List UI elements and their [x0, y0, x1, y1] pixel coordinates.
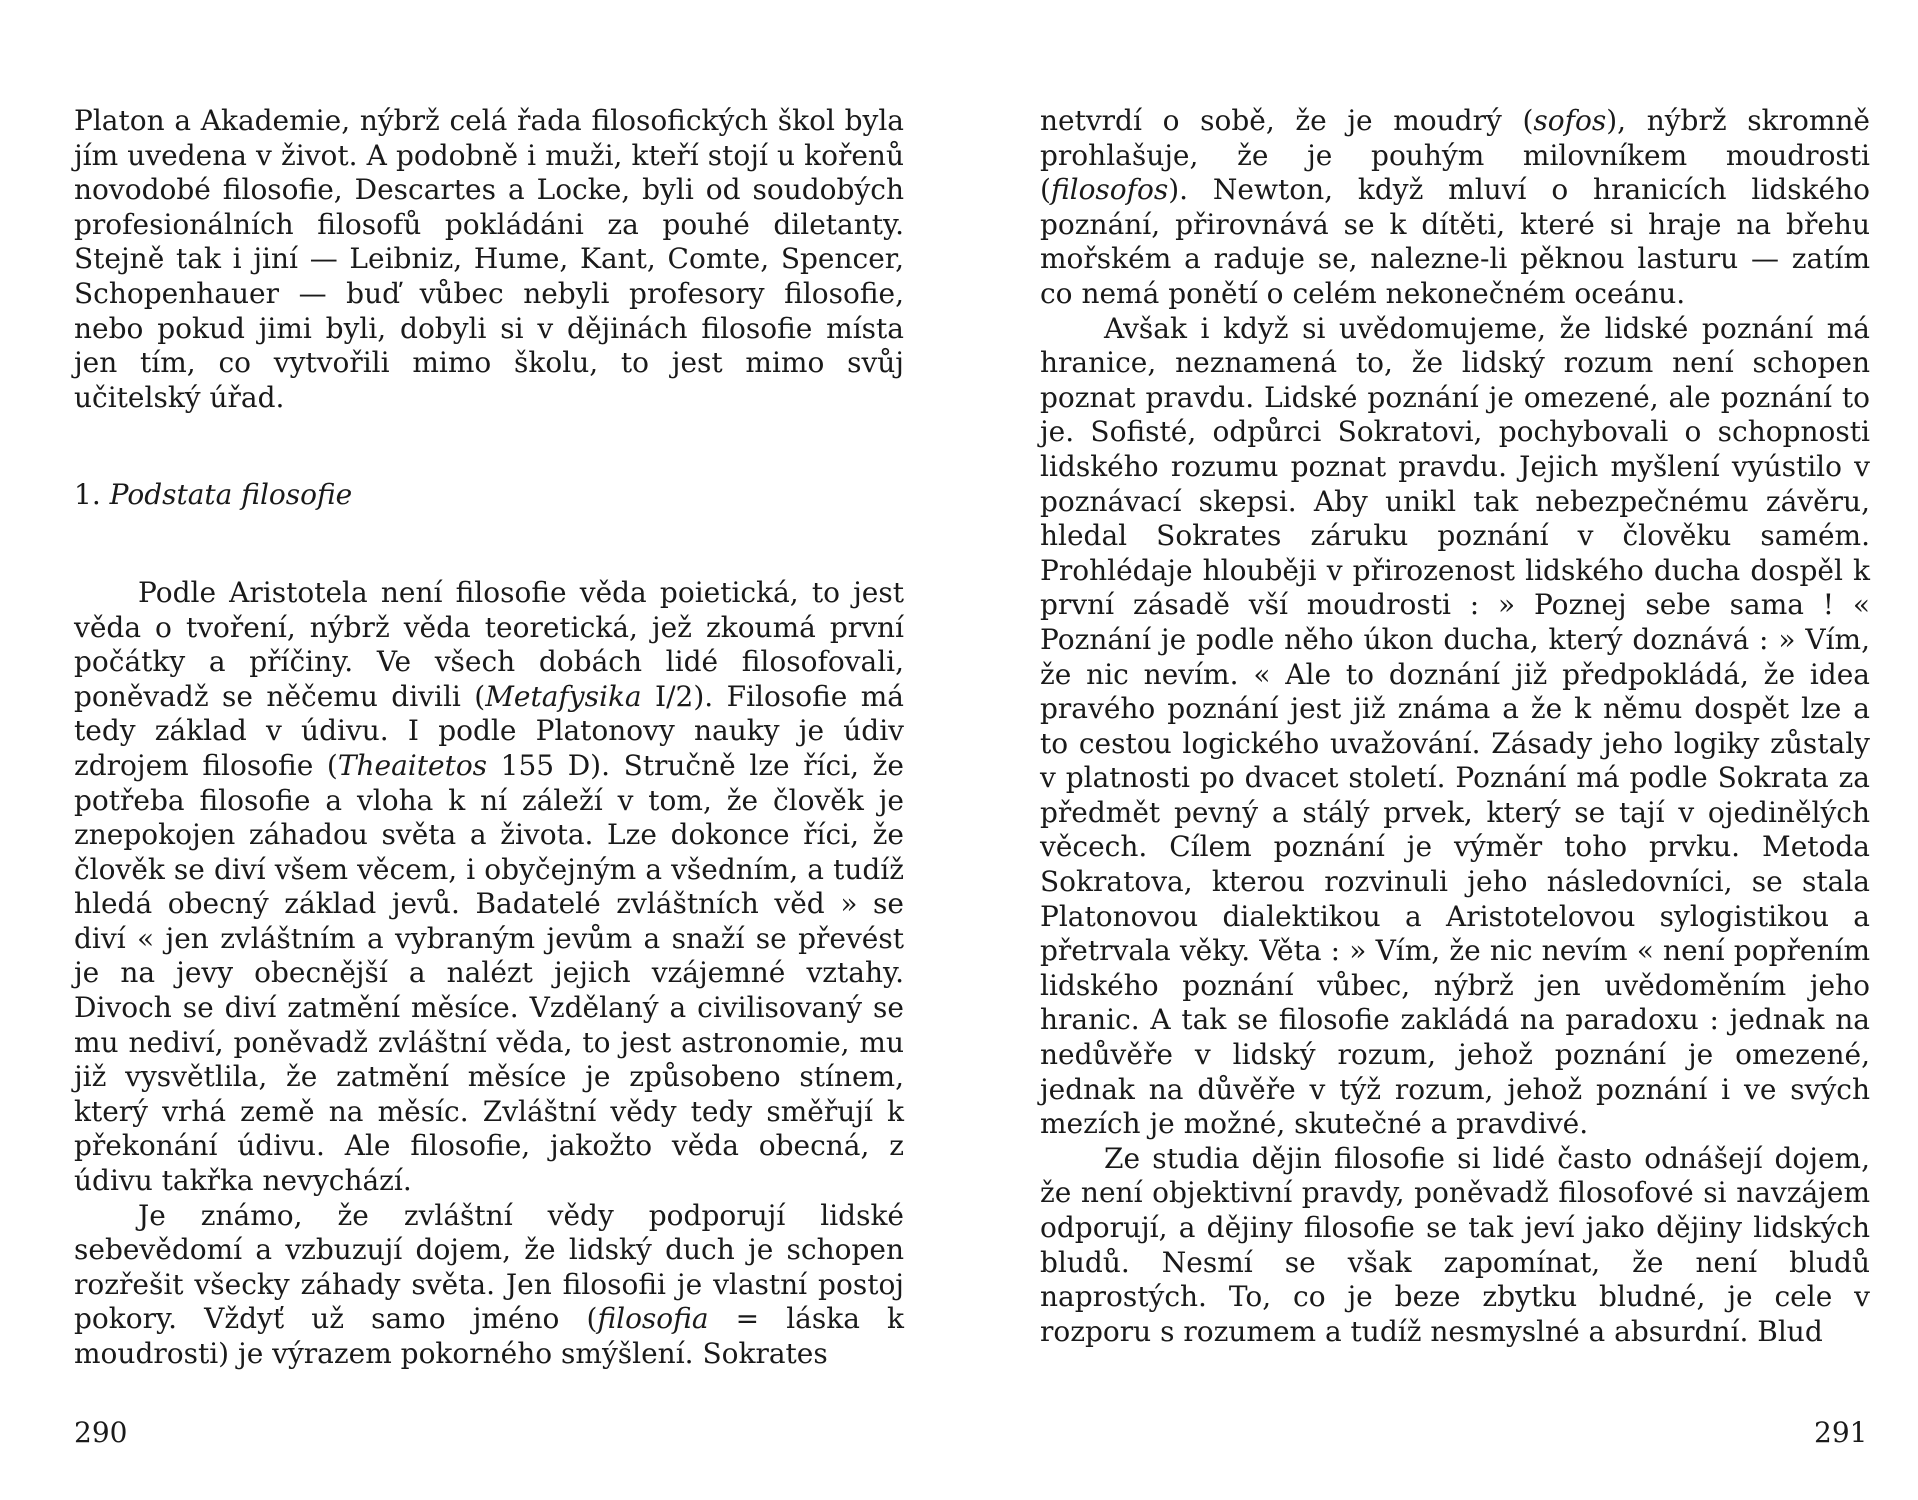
italic-term-sofos: sofos [1533, 104, 1607, 137]
text-run: 155 D). Stručně lze říci, že potřeba filosofie a vloha k ní záleží v tom, že člověk je znepokojen záhadou světa a života. Lze dokonce říci, že člověk se diví všem věcem, i obyčejným a všedním, a tudíž hledá obecný základ jevů. Badatelé zvláštních věd » se diví « jen zvláštním a vybraným jevům a snaží se převést je na jevy obecnější a nalézt jejich vzájemné vztahy. Divoch se diví zatmění měsíce. Vzdělaný a civilisovaný se mu nediví, poněvadž zvláštní věda, to jest astronomie, mu již vysvětlila, že zatmění měsíce je způsobeno stínem, který vrhá země na měsíc. Zvláštní vědy tedy směřují k překonání údivu. Ale filosofie, jakožto věda obecná, z údivu takřka nevychází. [74, 748, 904, 1198]
text-run: Podle Aristotela není filosofie věda poietická, to jest věda o tvoření, nýbrž věda teoretická, jež zkoumá první počátky a příčiny. Ve všech dobách lidé filosofovali, poněvadž se něčemu divili ( [74, 575, 904, 713]
right-page [1040, 104, 1870, 1349]
italic-title-metafysika: Metafysika [485, 679, 642, 713]
italic-term-filosofos: filosofos [1050, 173, 1169, 207]
text-run: ), nýbrž skromně prohlašuje, že je pouhým milovníkem moudrosti ( [1040, 104, 1870, 207]
left-paragraph-2 [74, 576, 904, 1199]
italic-term-filosofia: filosofia [597, 1302, 709, 1336]
page-number-left: 290 [74, 1416, 128, 1449]
left-paragraph-1: Platon a Akademie, nýbrž celá řada filosofických škol byla jím uvedena v život. A podobně i muži, kteří stojí u kořenů novodobé filosofie, Descartes a Locke, byli od soudobých profesionálních filosofů pokládáni za pouhé diletanty. Stejně tak i jiní — Leibniz, Hume, Kant, Comte, Spencer, Schopenhauer — buď vůbec nebyli profesory filosofie, nebo pokud jimi byli, dobyli si v dějinách filosofie místa jen tím, co vytvořili mimo školu, to jest mimo svůj učitelský úřad. [74, 104, 904, 414]
left-paragraph-3 [74, 1199, 904, 1372]
text-run: = láska k moudrosti) je výrazem pokorného smýšlení. Sokrates [74, 1302, 904, 1370]
right-paragraph-3: Ze studia dějin filosofie si lidé často odnášejí dojem, že není objektivní pravdy, poněvadž filosofové si navzájem odporují, a dějiny filosofie se tak jeví jako dějiny lidských bludů. Nesmí se však zapomínat, že není bludů naprostých. To, co je beze zbytku bludné, je cele v rozporu s rozumem a tudíž nesmyslné a absurdní. Blud [1040, 1141, 1870, 1348]
text-run: netvrdí o sobě, že je moudrý ( [1040, 104, 1534, 137]
text-run: I/2). Filosofie má tedy základ v údivu. I podle Platonovy nauky je údiv zdrojem filosofie ( [74, 679, 905, 782]
page-number-right: 291 [1814, 1416, 1868, 1449]
italic-title-theaitetos: Theaitetos [337, 748, 488, 782]
text-run: Je známo, že zvláštní vědy podporují lidské sebevědomí a vzbuzují dojem, že lidský duch je schopen rozřešit všecky záhady světa. Jen filosofii je vlastní postoj pokory. Vždyť už samo jméno ( [74, 1198, 904, 1336]
section-title: Podstata filosofie [109, 478, 353, 512]
right-paragraph-2: Avšak i když si uvědomujeme, že lidské poznání má hranice, neznamená to, že lidský rozum není schopen poznat pravdu. Lidské poznání je omezené, ale poznání to je. Sofisté, odpůrci Sokratovi, pochybovali o schopnosti lidského rozumu poznat pravdu. Jejich myšlení vyústilo v poznávací skepsi. Aby unikl tak nebezpečnému závěru, hledal Sokrates záruku poznání v člověku samém. Prohlédaje hlouběji v přirozenost lidského ducha dospěl k první zásadě vší moudrosti : » Poznej sebe sama ! « Poznání je podle něho úkon ducha, který doznává : » Vím, že nic nevím. « Ale to doznání již předpokládá, že idea pravého poznání jest již známa a že k němu dospět lze a to cestou logického uvažování. Zásady jeho logiky zůstaly v platnosti po dvacet století. Poznání má podle Sokrata za předmět pevný a stálý prvek, který se tají v ojedinělých věcech. Cílem poznání je výměr toho prvku. Metoda Sokratova, kterou rozvinuli jeho následovníci, se stala Platonovou dialektikou a Aristotelovou sylogistikou a přetrvala věky. Věta : » Vím, že nic nevím « není popřením lidského poznání vůbec, nýbrž jen uvědoměním jeho hranic. A tak se filosofie zakládá na paradoxu : jednak na nedůvěře v lidský rozum, jehož poznání je omezené, jednak na důvěře v týž rozum, jehož poznání i ve svých mezích je možné, skutečné a pravdivé. [1040, 311, 1870, 1141]
left-page [74, 104, 904, 1372]
section-heading [74, 478, 904, 513]
section-number: 1. [74, 478, 101, 512]
text-run: ). Newton, když mluví o hranicích lidského poznání, přirovnává se k dítěti, které si hraje na břehu mořském a raduje se, nalezne-li pěknou lasturu — zatím co nemá ponětí o celém nekonečném oceánu. [1040, 173, 1870, 310]
right-paragraph-1 [1040, 104, 1870, 312]
